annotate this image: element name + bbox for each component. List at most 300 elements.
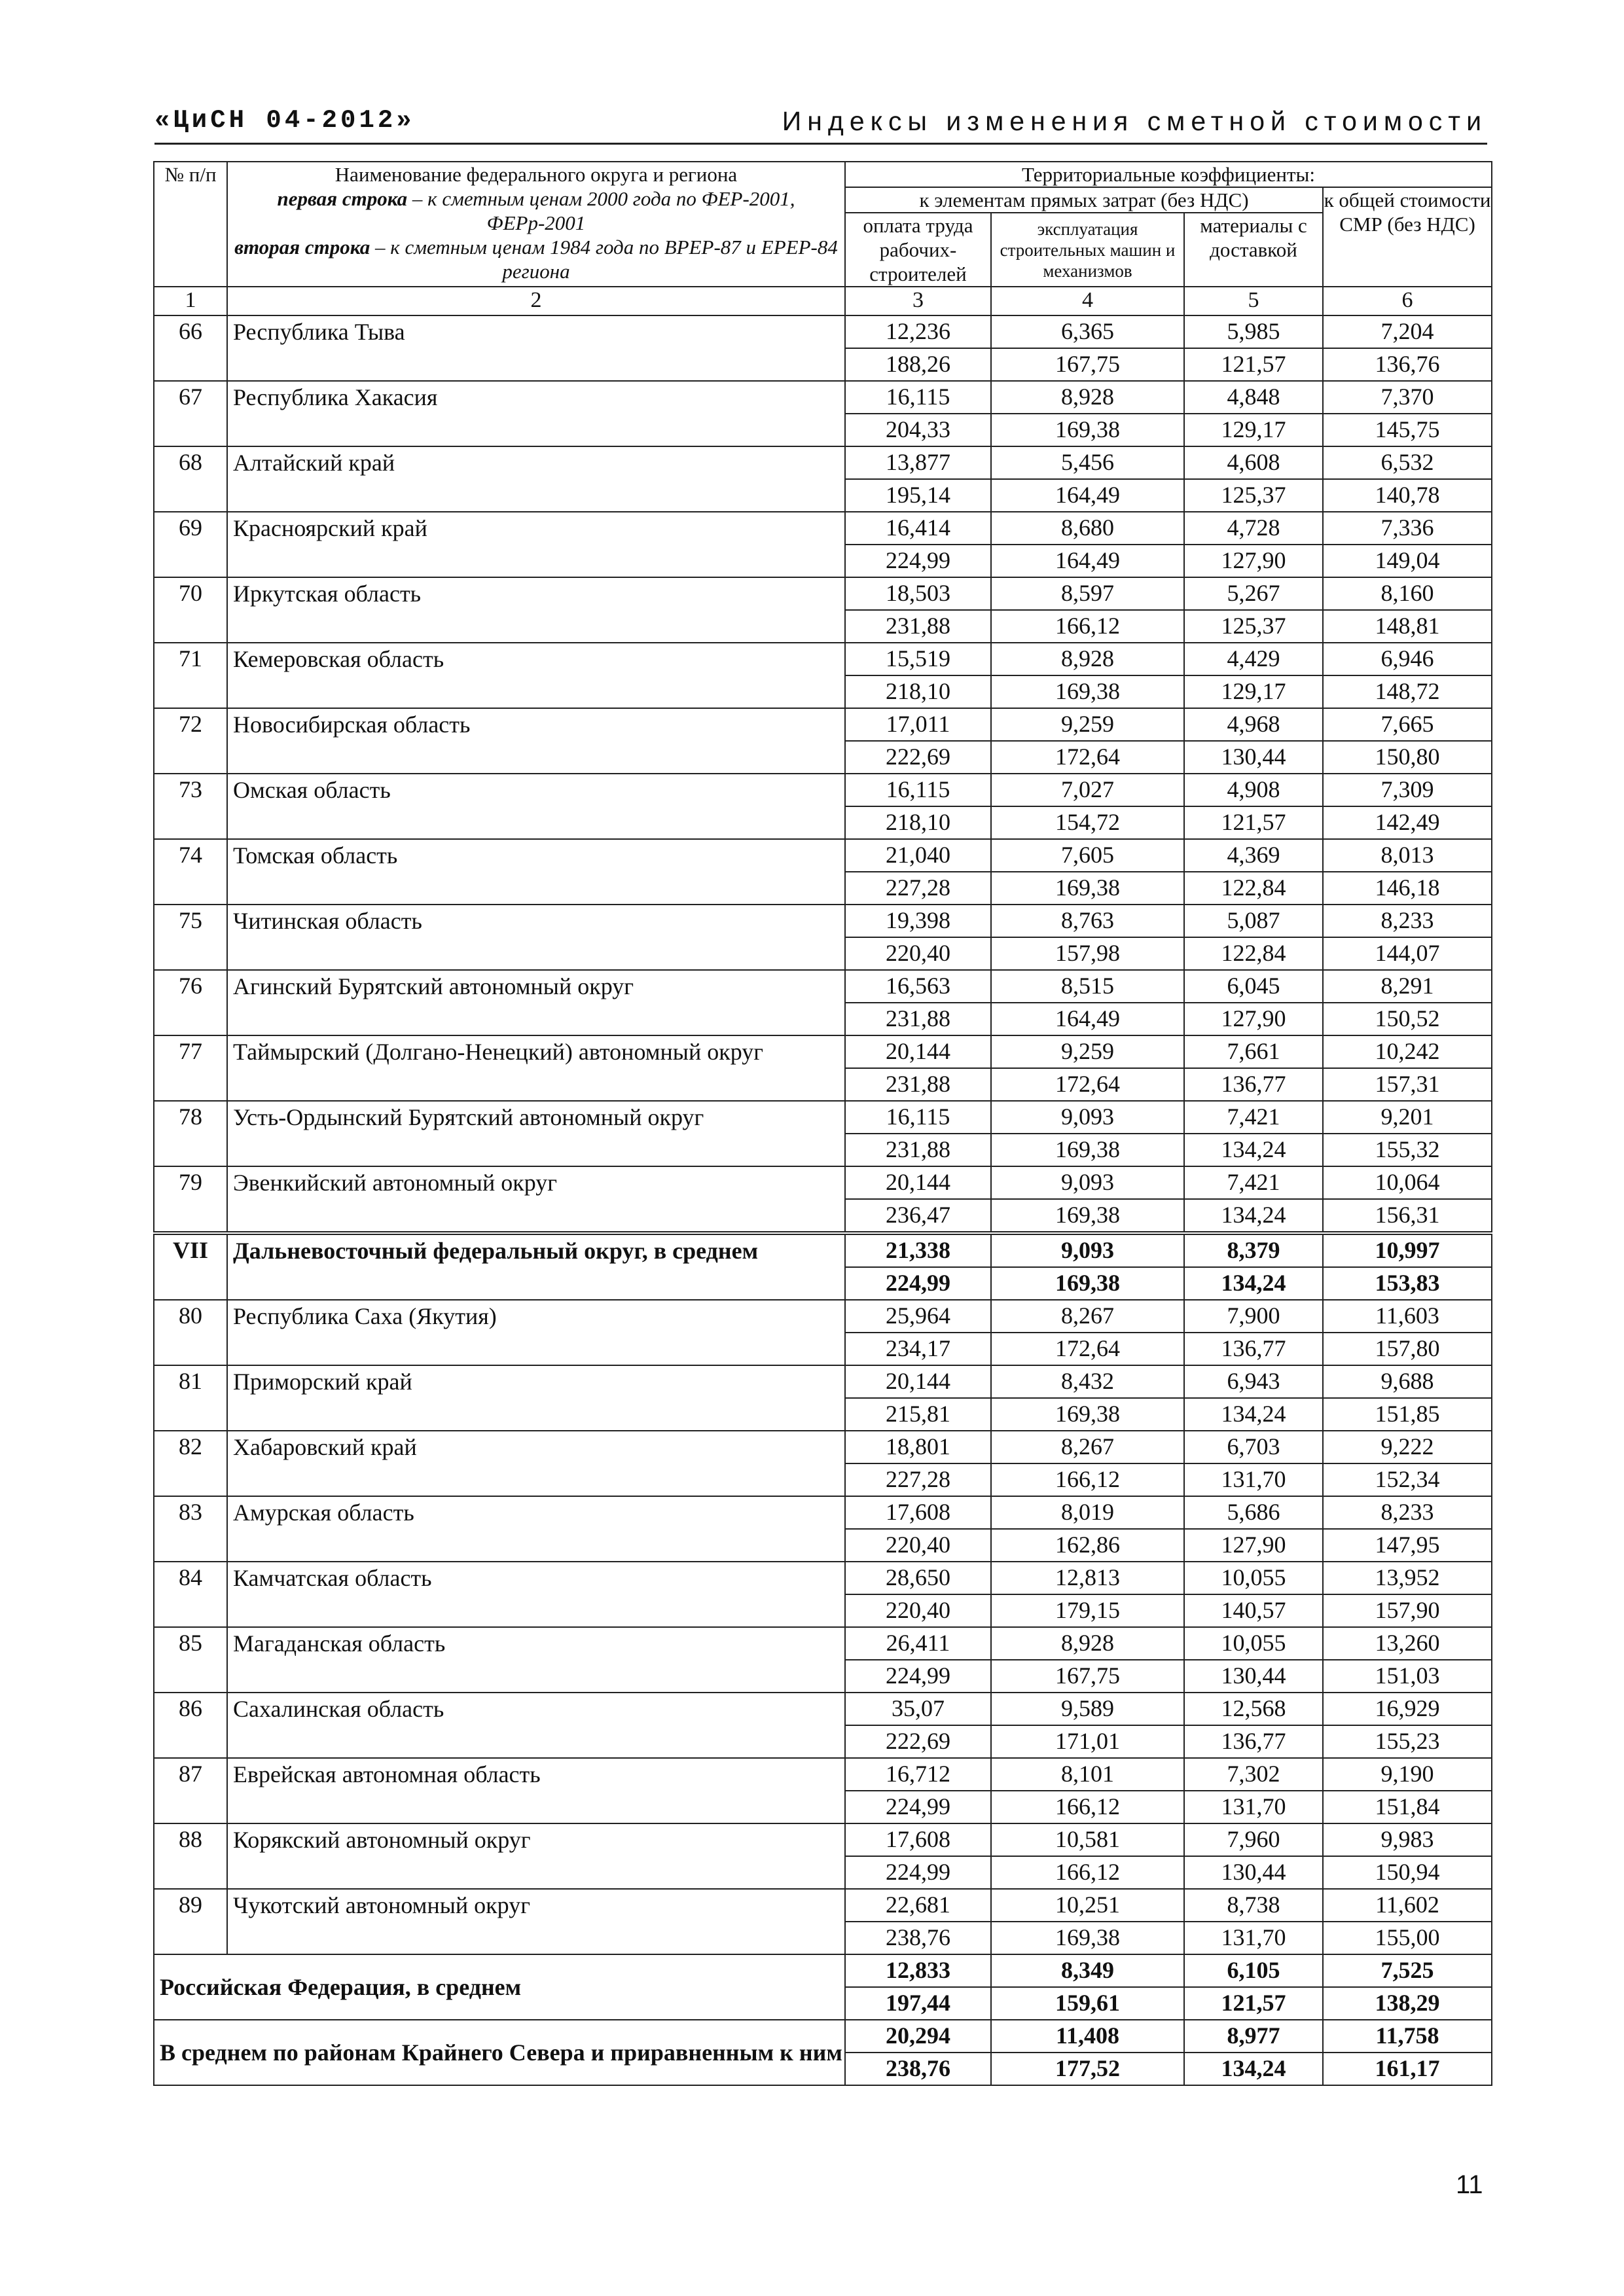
coefficient-1984: 188,26 xyxy=(845,348,991,381)
coefficient-2000: 10,997 xyxy=(1323,1233,1492,1267)
coefficient-1984: 130,44 xyxy=(1184,1856,1323,1889)
coefficient-1984: 153,83 xyxy=(1323,1267,1492,1300)
row-number: 82 xyxy=(154,1431,227,1496)
header-region-title: Наименование федерального округа и региона xyxy=(334,163,738,186)
coefficient-1984: 169,38 xyxy=(991,1267,1184,1300)
coefficient-1984: 136,77 xyxy=(1184,1725,1323,1758)
coefficient-1984: 236,47 xyxy=(845,1199,991,1233)
coefficient-1984: 195,14 xyxy=(845,479,991,512)
coefficient-1984: 157,80 xyxy=(1323,1333,1492,1365)
summary-coefficient-1984: 238,76 xyxy=(845,2053,991,2085)
coefficient-2000: 8,680 xyxy=(991,512,1184,545)
coefficient-1984: 169,38 xyxy=(991,675,1184,708)
coefficient-2000: 9,983 xyxy=(1323,1823,1492,1856)
region-name: Томская область xyxy=(227,839,845,905)
coefficient-1984: 121,57 xyxy=(1184,806,1323,839)
table-body xyxy=(154,287,1492,2085)
coefficient-1984: 157,31 xyxy=(1323,1068,1492,1101)
coefficient-2000: 12,568 xyxy=(1184,1693,1323,1725)
summary-coefficient-2000: 6,105 xyxy=(1184,1954,1323,1987)
coefficient-2000: 16,115 xyxy=(845,774,991,806)
row-number: 84 xyxy=(154,1562,227,1627)
region-name: Корякский автономный округ xyxy=(227,1823,845,1889)
region-row-first-line xyxy=(154,1562,1492,1594)
region-name: Республика Хакасия xyxy=(227,381,845,446)
coefficient-2000: 21,040 xyxy=(845,839,991,872)
coefficient-1984: 155,23 xyxy=(1323,1725,1492,1758)
region-row-first-line xyxy=(154,1300,1492,1333)
coefficients-table xyxy=(153,161,1492,2086)
coefficient-2000: 4,369 xyxy=(1184,839,1323,872)
coefficient-1984: 157,98 xyxy=(991,937,1184,970)
coefficient-1984: 122,84 xyxy=(1184,872,1323,905)
coefficient-2000: 9,201 xyxy=(1323,1101,1492,1134)
region-name: Таймырский (Долгано-Ненецкий) автономный округ xyxy=(227,1035,845,1101)
coefficient-2000: 5,985 xyxy=(1184,315,1323,348)
coefficient-2000: 5,686 xyxy=(1184,1496,1323,1529)
summary-coefficient-2000: 8,977 xyxy=(1184,2020,1323,2053)
summary-coefficient-1984: 159,61 xyxy=(991,1987,1184,2020)
coefficient-2000: 4,728 xyxy=(1184,512,1323,545)
coefficient-1984: 231,88 xyxy=(845,1068,991,1101)
header-direct-costs: к элементам прямых затрат (без НДС) xyxy=(845,187,1323,213)
coefficient-1984: 224,99 xyxy=(845,1660,991,1693)
row-number: 81 xyxy=(154,1365,227,1431)
coefficient-1984: 154,72 xyxy=(991,806,1184,839)
row-number: 85 xyxy=(154,1627,227,1693)
coefficient-1984: 166,12 xyxy=(991,1463,1184,1496)
coefficient-1984: 164,49 xyxy=(991,479,1184,512)
header-materials: материалы с доставкой xyxy=(1184,213,1323,287)
coefficient-2000: 8,019 xyxy=(991,1496,1184,1529)
coefficient-2000: 18,801 xyxy=(845,1431,991,1463)
coefficient-1984: 151,85 xyxy=(1323,1398,1492,1431)
coefficient-1984: 136,77 xyxy=(1184,1068,1323,1101)
header-total-cost: к общей стоимости СМР (без НДС) xyxy=(1323,187,1492,287)
coefficient-1984: 220,40 xyxy=(845,1529,991,1562)
coefficient-1984: 142,49 xyxy=(1323,806,1492,839)
region-row-first-line xyxy=(154,1035,1492,1068)
coefficient-2000: 9,222 xyxy=(1323,1431,1492,1463)
coefficient-2000: 8,291 xyxy=(1323,970,1492,1003)
region-row-first-line xyxy=(154,446,1492,479)
region-name: Красноярский край xyxy=(227,512,845,577)
coefficient-2000: 16,929 xyxy=(1323,1693,1492,1725)
coefficient-1984: 127,90 xyxy=(1184,1529,1323,1562)
coefficient-1984: 155,00 xyxy=(1323,1922,1492,1954)
row-number: 69 xyxy=(154,512,227,577)
region-row-first-line xyxy=(154,1889,1492,1922)
coefficient-2000: 11,603 xyxy=(1323,1300,1492,1333)
coefficient-2000: 8,233 xyxy=(1323,905,1492,937)
coefficient-1984: 140,57 xyxy=(1184,1594,1323,1627)
coefficient-2000: 7,336 xyxy=(1323,512,1492,545)
region-row-first-line xyxy=(154,381,1492,414)
coefficient-1984: 222,69 xyxy=(845,1725,991,1758)
summary-row-first-line xyxy=(154,2020,1492,2053)
summary-row-first-line xyxy=(154,1954,1492,1987)
document-title: Индексы изменения сметной стоимости xyxy=(782,106,1487,136)
coefficient-1984: 179,15 xyxy=(991,1594,1184,1627)
coefficient-2000: 8,160 xyxy=(1323,577,1492,610)
coefficient-2000: 4,968 xyxy=(1184,708,1323,741)
coefficient-2000: 6,943 xyxy=(1184,1365,1323,1398)
row-number: 71 xyxy=(154,643,227,708)
summary-coefficient-2000: 11,758 xyxy=(1323,2020,1492,2053)
coefficient-2000: 6,946 xyxy=(1323,643,1492,675)
summary-name: Российская Федерация, в среднем xyxy=(154,1954,845,2020)
summary-coefficient-2000: 20,294 xyxy=(845,2020,991,2053)
coefficient-1984: 164,49 xyxy=(991,1003,1184,1035)
coefficient-2000: 9,589 xyxy=(991,1693,1184,1725)
coefficient-1984: 125,37 xyxy=(1184,610,1323,643)
coefficient-1984: 169,38 xyxy=(991,1199,1184,1233)
region-row-first-line xyxy=(154,1823,1492,1856)
coefficient-2000: 16,563 xyxy=(845,970,991,1003)
coefficient-2000: 17,608 xyxy=(845,1823,991,1856)
coefficient-2000: 9,190 xyxy=(1323,1758,1492,1791)
row-number: 74 xyxy=(154,839,227,905)
summary-coefficient-1984: 177,52 xyxy=(991,2053,1184,2085)
coefficient-1984: 129,17 xyxy=(1184,414,1323,446)
coefficient-2000: 7,302 xyxy=(1184,1758,1323,1791)
coefficient-2000: 10,251 xyxy=(991,1889,1184,1922)
region-row-first-line xyxy=(154,905,1492,937)
coefficient-2000: 8,267 xyxy=(991,1300,1184,1333)
region-name: Сахалинская область xyxy=(227,1693,845,1758)
coefficient-2000: 8,928 xyxy=(991,1627,1184,1660)
coefficient-2000: 8,515 xyxy=(991,970,1184,1003)
coefficient-1984: 172,64 xyxy=(991,1333,1184,1365)
coefficient-1984: 220,40 xyxy=(845,937,991,970)
row-number: 68 xyxy=(154,446,227,512)
coefficient-1984: 169,38 xyxy=(991,414,1184,446)
row-number: 67 xyxy=(154,381,227,446)
coefficient-2000: 8,013 xyxy=(1323,839,1492,872)
summary-coefficient-1984: 121,57 xyxy=(1184,1987,1323,2020)
coefficient-2000: 8,597 xyxy=(991,577,1184,610)
coefficient-2000: 19,398 xyxy=(845,905,991,937)
header-number: № п/п xyxy=(154,162,227,287)
coefficient-1984: 156,31 xyxy=(1323,1199,1492,1233)
coefficient-1984: 169,38 xyxy=(991,1398,1184,1431)
coefficient-1984: 140,78 xyxy=(1323,479,1492,512)
coefficient-2000: 5,267 xyxy=(1184,577,1323,610)
coefficient-1984: 234,17 xyxy=(845,1333,991,1365)
summary-coefficient-1984: 138,29 xyxy=(1323,1987,1492,2020)
coefficient-1984: 162,86 xyxy=(991,1529,1184,1562)
row-number: 79 xyxy=(154,1166,227,1233)
coefficient-2000: 16,115 xyxy=(845,1101,991,1134)
coefficient-1984: 145,75 xyxy=(1323,414,1492,446)
region-name: Республика Тыва xyxy=(227,315,845,381)
coefficient-2000: 8,928 xyxy=(991,643,1184,675)
region-row-first-line xyxy=(154,970,1492,1003)
region-name: Агинский Бурятский автономный округ xyxy=(227,970,845,1035)
region-name: Новосибирская область xyxy=(227,708,845,774)
coefficient-1984: 134,24 xyxy=(1184,1267,1323,1300)
column-number: 5 xyxy=(1184,287,1323,315)
coefficient-1984: 157,90 xyxy=(1323,1594,1492,1627)
region-row-first-line xyxy=(154,1496,1492,1529)
coefficient-2000: 22,681 xyxy=(845,1889,991,1922)
region-row-first-line xyxy=(154,708,1492,741)
summary-coefficient-2000: 11,408 xyxy=(991,2020,1184,2053)
summary-coefficient-2000: 12,833 xyxy=(845,1954,991,1987)
coefficient-1984: 220,40 xyxy=(845,1594,991,1627)
region-name: Хабаровский край xyxy=(227,1431,845,1496)
coefficient-1984: 131,70 xyxy=(1184,1463,1323,1496)
region-name: Чукотский автономный округ xyxy=(227,1889,845,1954)
region-row-first-line xyxy=(154,512,1492,545)
coefficient-2000: 16,712 xyxy=(845,1758,991,1791)
row-number: 86 xyxy=(154,1693,227,1758)
header-machines: эксплуатация строительных машин и механизмов xyxy=(991,213,1184,287)
coefficient-1984: 127,90 xyxy=(1184,545,1323,577)
region-name: Дальневосточный федеральный округ, в среднем xyxy=(227,1233,845,1300)
coefficient-2000: 8,928 xyxy=(991,381,1184,414)
coefficient-1984: 227,28 xyxy=(845,1463,991,1496)
coefficient-2000: 9,093 xyxy=(991,1233,1184,1267)
row-number: 76 xyxy=(154,970,227,1035)
coefficient-2000: 16,115 xyxy=(845,381,991,414)
coefficient-2000: 7,309 xyxy=(1323,774,1492,806)
region-name: Алтайский край xyxy=(227,446,845,512)
region-row-first-line xyxy=(154,577,1492,610)
coefficient-1984: 215,81 xyxy=(845,1398,991,1431)
coefficient-1984: 224,99 xyxy=(845,1791,991,1823)
region-name: Амурская область xyxy=(227,1496,845,1562)
summary-coefficient-1984: 197,44 xyxy=(845,1987,991,2020)
region-name: Республика Саха (Якутия) xyxy=(227,1300,845,1365)
coefficient-2000: 4,848 xyxy=(1184,381,1323,414)
coefficient-1984: 155,32 xyxy=(1323,1134,1492,1166)
coefficient-2000: 4,429 xyxy=(1184,643,1323,675)
region-row-first-line xyxy=(154,643,1492,675)
region-name: Камчатская область xyxy=(227,1562,845,1627)
column-number: 6 xyxy=(1323,287,1492,315)
coefficient-2000: 28,650 xyxy=(845,1562,991,1594)
row-number: 73 xyxy=(154,774,227,839)
row-number: 66 xyxy=(154,315,227,381)
coefficient-1984: 144,07 xyxy=(1323,937,1492,970)
coefficient-2000: 10,055 xyxy=(1184,1627,1323,1660)
coefficient-2000: 18,503 xyxy=(845,577,991,610)
header-labor: оплата труда рабочих-строителей xyxy=(845,213,991,287)
region-name: Иркутская область xyxy=(227,577,845,643)
coefficient-2000: 9,093 xyxy=(991,1166,1184,1199)
header-first-line-note: первая строка – к сметным ценам 2000 года по ФЕР-2001, ФЕРр-2001 xyxy=(277,187,795,234)
region-row-first-line xyxy=(154,839,1492,872)
coefficient-1984: 166,12 xyxy=(991,610,1184,643)
header-territorial-coefficients: Территориальные коэффициенты: xyxy=(845,162,1492,187)
coefficient-1984: 136,77 xyxy=(1184,1333,1323,1365)
coefficient-1984: 204,33 xyxy=(845,414,991,446)
coefficient-1984: 151,03 xyxy=(1323,1660,1492,1693)
coefficient-2000: 7,661 xyxy=(1184,1035,1323,1068)
coefficient-1984: 166,12 xyxy=(991,1856,1184,1889)
coefficient-2000: 8,101 xyxy=(991,1758,1184,1791)
coefficient-1984: 122,84 xyxy=(1184,937,1323,970)
header-second-line-note: вторая строка – к сметным ценам 1984 года по ВРЕР-87 и ЕРЕР-84 региона xyxy=(234,236,838,283)
coefficient-1984: 231,88 xyxy=(845,1134,991,1166)
coefficient-2000: 5,456 xyxy=(991,446,1184,479)
summary-name: В среднем по районам Крайнего Севера и приравненным к ним xyxy=(154,2020,845,2085)
coefficient-1984: 134,24 xyxy=(1184,1199,1323,1233)
coefficient-2000: 9,093 xyxy=(991,1101,1184,1134)
coefficient-1984: 167,75 xyxy=(991,1660,1184,1693)
region-name: Еврейская автономная область xyxy=(227,1758,845,1823)
region-row-first-line xyxy=(154,1693,1492,1725)
coefficient-2000: 15,519 xyxy=(845,643,991,675)
region-name: Приморский край xyxy=(227,1365,845,1431)
row-number: 83 xyxy=(154,1496,227,1562)
region-row-first-line xyxy=(154,1101,1492,1134)
coefficient-1984: 150,94 xyxy=(1323,1856,1492,1889)
coefficient-2000: 10,055 xyxy=(1184,1562,1323,1594)
row-number: 75 xyxy=(154,905,227,970)
summary-coefficient-1984: 161,17 xyxy=(1323,2053,1492,2085)
coefficient-1984: 130,44 xyxy=(1184,1660,1323,1693)
coefficient-2000: 20,144 xyxy=(845,1035,991,1068)
region-row-first-line xyxy=(154,1166,1492,1199)
coefficient-2000: 9,259 xyxy=(991,708,1184,741)
coefficient-1984: 169,38 xyxy=(991,1134,1184,1166)
coefficient-1984: 146,18 xyxy=(1323,872,1492,905)
coefficient-2000: 4,608 xyxy=(1184,446,1323,479)
coefficient-2000: 13,877 xyxy=(845,446,991,479)
coefficient-2000: 7,960 xyxy=(1184,1823,1323,1856)
coefficient-2000: 10,581 xyxy=(991,1823,1184,1856)
coefficient-1984: 172,64 xyxy=(991,741,1184,774)
coefficient-2000: 5,087 xyxy=(1184,905,1323,937)
coefficient-1984: 134,24 xyxy=(1184,1134,1323,1166)
coefficient-2000: 6,365 xyxy=(991,315,1184,348)
coefficient-2000: 7,421 xyxy=(1184,1166,1323,1199)
page-number: 11 xyxy=(1456,2170,1483,2199)
coefficient-2000: 20,144 xyxy=(845,1166,991,1199)
coefficient-1984: 166,12 xyxy=(991,1791,1184,1823)
summary-coefficient-1984: 134,24 xyxy=(1184,2053,1323,2085)
coefficient-1984: 150,80 xyxy=(1323,741,1492,774)
coefficient-1984: 121,57 xyxy=(1184,348,1323,381)
row-number: 78 xyxy=(154,1101,227,1166)
coefficient-1984: 164,49 xyxy=(991,545,1184,577)
coefficient-2000: 7,605 xyxy=(991,839,1184,872)
coefficient-1984: 130,44 xyxy=(1184,741,1323,774)
coefficient-2000: 11,602 xyxy=(1323,1889,1492,1922)
coefficient-1984: 231,88 xyxy=(845,1003,991,1035)
coefficient-2000: 12,813 xyxy=(991,1562,1184,1594)
coefficient-2000: 17,608 xyxy=(845,1496,991,1529)
region-row-first-line xyxy=(154,774,1492,806)
row-number: 87 xyxy=(154,1758,227,1823)
coefficient-1984: 231,88 xyxy=(845,610,991,643)
coefficient-2000: 10,242 xyxy=(1323,1035,1492,1068)
region-name: Омская область xyxy=(227,774,845,839)
coefficient-2000: 6,703 xyxy=(1184,1431,1323,1463)
coefficient-2000: 35,07 xyxy=(845,1693,991,1725)
coefficient-2000: 8,763 xyxy=(991,905,1184,937)
region-row-first-line xyxy=(154,1627,1492,1660)
coefficient-2000: 8,233 xyxy=(1323,1496,1492,1529)
coefficient-2000: 9,688 xyxy=(1323,1365,1492,1398)
coefficient-1984: 131,70 xyxy=(1184,1791,1323,1823)
coefficient-1984: 127,90 xyxy=(1184,1003,1323,1035)
coefficient-2000: 25,964 xyxy=(845,1300,991,1333)
coefficient-2000: 7,900 xyxy=(1184,1300,1323,1333)
coefficient-2000: 8,738 xyxy=(1184,1889,1323,1922)
coefficient-1984: 224,99 xyxy=(845,1267,991,1300)
coefficient-1984: 151,84 xyxy=(1323,1791,1492,1823)
coefficient-1984: 136,76 xyxy=(1323,348,1492,381)
column-number: 1 xyxy=(154,287,227,315)
column-number: 3 xyxy=(845,287,991,315)
coefficient-1984: 169,38 xyxy=(991,1922,1184,1954)
coefficient-2000: 12,236 xyxy=(845,315,991,348)
row-number: 70 xyxy=(154,577,227,643)
region-name: Магаданская область xyxy=(227,1627,845,1693)
coefficient-1984: 148,81 xyxy=(1323,610,1492,643)
coefficient-1984: 171,01 xyxy=(991,1725,1184,1758)
coefficient-1984: 149,04 xyxy=(1323,545,1492,577)
coefficient-2000: 6,532 xyxy=(1323,446,1492,479)
coefficient-1984: 129,17 xyxy=(1184,675,1323,708)
coefficient-2000: 20,144 xyxy=(845,1365,991,1398)
coefficient-2000: 13,952 xyxy=(1323,1562,1492,1594)
summary-coefficient-2000: 8,349 xyxy=(991,1954,1184,1987)
coefficient-2000: 7,204 xyxy=(1323,315,1492,348)
coefficient-1984: 150,52 xyxy=(1323,1003,1492,1035)
coefficient-2000: 17,011 xyxy=(845,708,991,741)
coefficient-2000: 7,370 xyxy=(1323,381,1492,414)
region-row-first-line xyxy=(154,1431,1492,1463)
coefficient-1984: 224,99 xyxy=(845,1856,991,1889)
coefficient-2000: 8,432 xyxy=(991,1365,1184,1398)
region-name: Усть-Ордынский Бурятский автономный округ xyxy=(227,1101,845,1166)
coefficient-2000: 16,414 xyxy=(845,512,991,545)
column-number: 4 xyxy=(991,287,1184,315)
coefficient-2000: 10,064 xyxy=(1323,1166,1492,1199)
coefficient-1984: 218,10 xyxy=(845,675,991,708)
coefficient-1984: 238,76 xyxy=(845,1922,991,1954)
coefficient-2000: 7,665 xyxy=(1323,708,1492,741)
coefficient-1984: 172,64 xyxy=(991,1068,1184,1101)
row-number: 77 xyxy=(154,1035,227,1101)
coefficient-2000: 7,027 xyxy=(991,774,1184,806)
region-name: Читинская область xyxy=(227,905,845,970)
coefficient-2000: 7,421 xyxy=(1184,1101,1323,1134)
coefficient-1984: 131,70 xyxy=(1184,1922,1323,1954)
document-code: «ЦиСН 04-2012» xyxy=(154,106,415,135)
coefficient-2000: 6,045 xyxy=(1184,970,1323,1003)
coefficient-1984: 227,28 xyxy=(845,872,991,905)
coefficient-1984: 134,24 xyxy=(1184,1398,1323,1431)
region-row-first-line xyxy=(154,1758,1492,1791)
coefficient-1984: 148,72 xyxy=(1323,675,1492,708)
coefficient-1984: 167,75 xyxy=(991,348,1184,381)
region-row-first-line xyxy=(154,1233,1492,1267)
column-number: 2 xyxy=(227,287,845,315)
coefficients-table-wrapper xyxy=(153,161,1491,2086)
row-number: VII xyxy=(154,1233,227,1300)
region-name: Кемеровская область xyxy=(227,643,845,708)
coefficient-2000: 8,379 xyxy=(1184,1233,1323,1267)
header-region-name xyxy=(227,162,845,287)
coefficient-2000: 4,908 xyxy=(1184,774,1323,806)
region-name: Эвенкийский автономный округ xyxy=(227,1166,845,1233)
region-row-first-line xyxy=(154,315,1492,348)
